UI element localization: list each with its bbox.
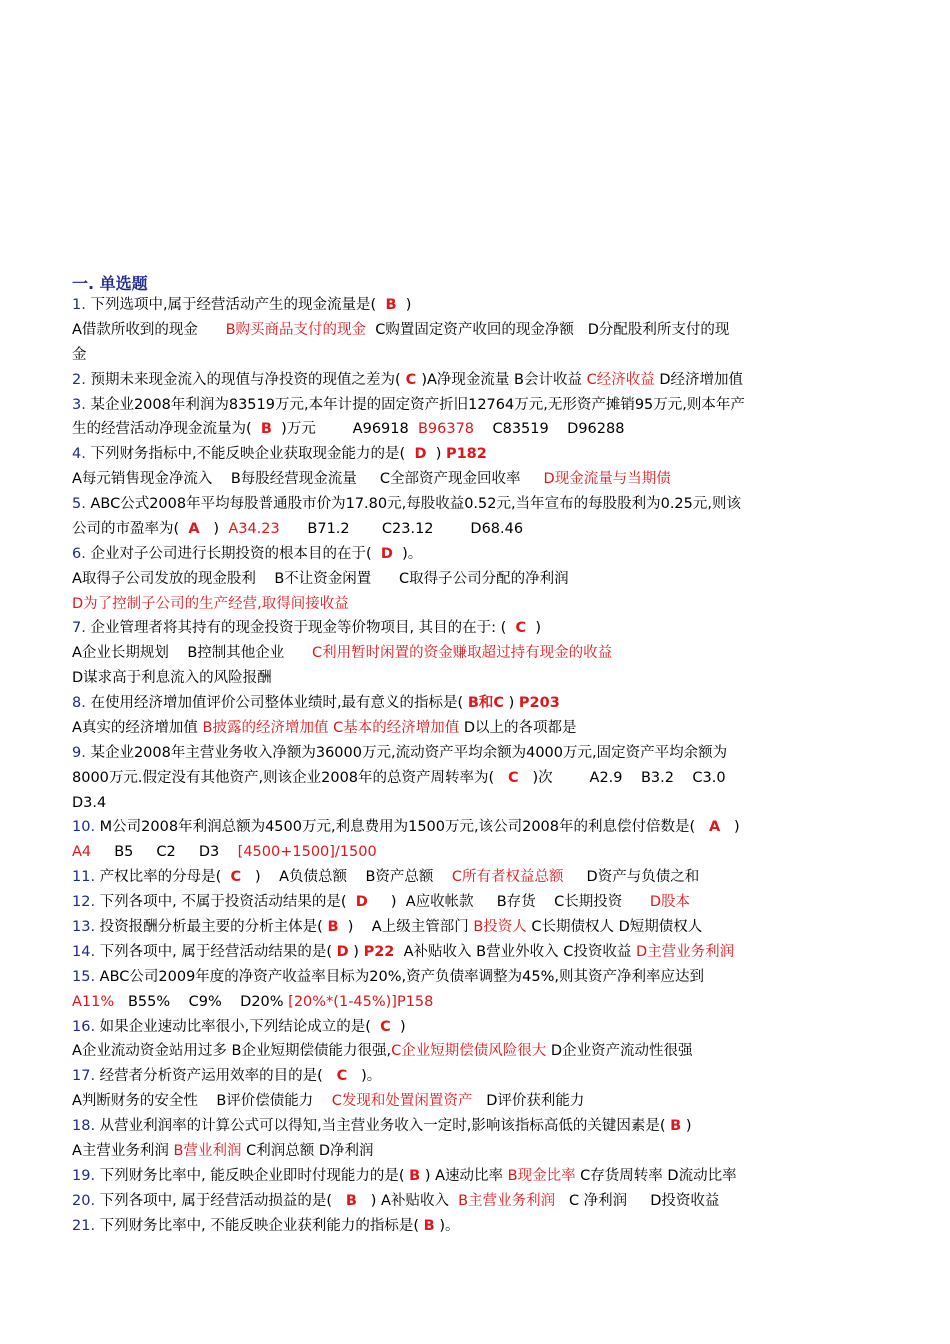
correct-option: C发现和处置闲置资产 [331, 1093, 473, 1110]
correct-option: C所有者权益总额 [451, 869, 564, 886]
line-text: M公司2008年利润总额为4500万元,利息费用为1500万元,该公司2008年的利息偿付倍数是( [95, 819, 709, 836]
correct-option: D现金流量与当期债 [543, 471, 671, 488]
line-text: )次 A2.9 B3.2 C3.0 [518, 769, 726, 786]
question-number: 16. [72, 1018, 96, 1035]
line-text: ) [720, 819, 740, 836]
correct-option: B现金比率 [507, 1167, 576, 1184]
line-text: ) A补贴收入 [356, 1192, 459, 1209]
line-text: A真实的经济增加值 [72, 719, 203, 736]
line-text: 企业管理者将其持有的现金投资于现金等价物项目, 其目的在于: ( [85, 620, 516, 637]
answer-mark: C [515, 620, 527, 637]
text-line [72, 716, 577, 741]
line-text: C长期债权人 D短期债权人 [526, 919, 703, 935]
line-text: C存货周转率 D流动比率 [575, 1167, 737, 1184]
text-line [72, 567, 569, 592]
text-line [72, 865, 699, 890]
line-text: ) [348, 943, 364, 960]
question-number: 7. [72, 620, 86, 637]
line-text: 下列各项中, 不属于投资活动结果的是( [95, 894, 356, 911]
text-line [72, 1039, 693, 1064]
answer-mark: A [188, 520, 200, 537]
text-line [72, 442, 487, 467]
question-number: 17. [72, 1068, 96, 1085]
line-text: )。 [434, 1217, 460, 1234]
correct-option: [4500+1500]/1500 [237, 844, 377, 861]
answer-mark: C [380, 1018, 391, 1035]
text-line [72, 1189, 719, 1214]
text-line [72, 940, 734, 965]
question-number: 11. [72, 869, 96, 886]
answer-mark: D [414, 446, 427, 463]
line-text: )。 [347, 1068, 382, 1085]
answer-mark: C [230, 869, 242, 886]
line-text: ) [504, 695, 519, 712]
correct-option: B主营业务利润 [458, 1192, 556, 1209]
text-line [72, 666, 272, 691]
question-number: 18. [72, 1118, 96, 1135]
text-line [72, 1114, 692, 1139]
correct-option: B披露的经济增加值 [202, 719, 329, 736]
line-text: A补贴收入 B营业外收入 C投资收益 [394, 943, 636, 960]
answer-mark: B和C [467, 695, 505, 712]
line-text: 预期未来现金流入的现值与净投资的现值之差为( [85, 371, 401, 388]
correct-option: [20%*(1-45%)]P158 [288, 993, 434, 1010]
line-text: 生的经营活动净现金流量为( [72, 421, 261, 438]
text-line [72, 915, 702, 940]
line-text: A借款所收到的现金 [72, 321, 226, 338]
text-line [72, 965, 704, 990]
section-title: 一. 单选题 [72, 274, 148, 293]
question-number: 21. [72, 1217, 96, 1234]
answer-mark: P203 [518, 695, 560, 712]
correct-option: A34.23 [228, 520, 280, 537]
line-text: ) [426, 446, 446, 463]
answer-mark: A [709, 819, 721, 836]
text-line [72, 542, 422, 567]
question-number: 20. [72, 1192, 96, 1209]
question-number: 12. [72, 894, 96, 911]
line-text: C利润总额 D净利润 [241, 1142, 374, 1159]
line-text: D评价获利能力 [472, 1093, 585, 1110]
answer-mark: P22 [363, 943, 395, 960]
correct-option: C企业短期偿债风险很大 [391, 1043, 547, 1060]
text-line [72, 318, 729, 343]
question-number: 5. [72, 496, 86, 513]
line-text: 下列各项中, 属于经营活动损益的是( [95, 1192, 346, 1209]
line-text: 金 [72, 346, 87, 363]
text-line [72, 1164, 737, 1189]
answer-mark: C [508, 769, 519, 786]
line-text: 下列财务比率中, 能反映企业即时付现能力的是( [95, 1167, 410, 1184]
text-line [72, 641, 612, 666]
text-line [72, 616, 541, 641]
correct-option: D股本 [649, 894, 691, 911]
line-text: 在使用经济增加值评价公司整体业绩时,最有意义的指标是( [85, 695, 468, 712]
question-number: 4. [72, 446, 86, 463]
line-text: 企业对子公司进行长期投资的根本目的在于( [85, 545, 381, 562]
line-text: )A净现金流量 B会计收益 [421, 371, 587, 388]
line-text: 下列各项中, 属于经营活动结果的是( [95, 943, 337, 960]
line-text: 投资报酬分析最主要的分析主体是( [95, 919, 328, 935]
line-text: C购置固定资产收回的现金净额 D分配股利所支付的现 [366, 321, 730, 338]
correct-option: B购买商品支付的现金 [225, 321, 367, 338]
line-text: A企业长期规划 B控制其他企业 [72, 645, 312, 662]
text-line [72, 766, 726, 791]
text-line [72, 815, 740, 840]
question-number: 9. [72, 744, 86, 761]
line-text: ) [396, 297, 412, 313]
answer-mark: C [336, 1068, 348, 1085]
line-text: 下列选项中,属于经营活动产生的现金流量是( [85, 297, 386, 313]
line-text: ) [199, 520, 229, 537]
question-number: 15. [72, 968, 96, 985]
text-line [72, 791, 106, 816]
line-text: B71.2 C23.12 D68.46 [279, 520, 524, 537]
answer-mark: B [345, 1192, 357, 1209]
line-text: ) A上级主管部门 [338, 919, 474, 935]
correct-option: C利用暂时闲置的资金赚取超过持有现金的收益 [311, 645, 613, 662]
question-number: 14. [72, 943, 96, 960]
line-text: 如果企业速动比率很小,下列结论成立的是( [95, 1018, 381, 1035]
line-text: )万元 A96918 [271, 421, 418, 438]
text-line [72, 890, 690, 915]
correct-option: B营业利润 [173, 1142, 242, 1159]
correct-option: A4 [72, 844, 92, 861]
line-text: ) A负债总额 B资产总额 [241, 869, 452, 886]
question-number: 1. [72, 297, 86, 313]
line-text: 产权比率的分母是( [95, 869, 231, 886]
line-text: D3.4 [72, 794, 107, 811]
line-text: ABC公司2009年度的净资产收益率目标为20%,资产负债率调整为45%,则其资产净利率应达到 [95, 968, 704, 985]
line-text: ABC公式2008年平均每股普通股市价为17.80元,每股收益0.52元,当年宣布的每股股利为0.25元,则该 [85, 496, 741, 513]
question-number: 10. [72, 819, 96, 836]
answer-mark: B [423, 1217, 435, 1234]
line-text: ) [681, 1118, 692, 1135]
line-text: ) A速动比率 [420, 1167, 508, 1184]
text-line [72, 840, 377, 865]
text-line [72, 343, 87, 368]
text-line [72, 517, 523, 542]
line-text: 某企业2008年利润为83519万元,本年计提的固定资产折旧12764万元,无形资产摊销95万元,则本年产 [85, 396, 745, 413]
text-line [72, 741, 727, 766]
line-text: 下列财务指标中,不能反映企业获取现金能力的是( [85, 446, 415, 463]
correct-option: D主营业务利润 [635, 943, 735, 960]
line-text: B5 C2 D3 [91, 844, 238, 861]
line-text: )。 [392, 545, 423, 562]
text-line [72, 1214, 460, 1239]
answer-mark: D [336, 943, 349, 960]
correct-option: C基本的经济增加值 [333, 719, 460, 736]
answer-mark: P182 [445, 446, 487, 463]
text-line [72, 393, 745, 418]
text-line [72, 492, 741, 517]
question-number: 2. [72, 371, 86, 388]
line-text: D资产与负债之和 [563, 869, 700, 886]
line-text: 经营者分析资产运用效率的目的是( [95, 1068, 337, 1085]
text-line [72, 990, 433, 1015]
line-text: A每元销售现金净流入 B每股经营现金流量 C全部资产现金回收率 [72, 471, 544, 488]
line-text: ) [526, 620, 542, 637]
answer-mark: B [327, 919, 339, 935]
answer-mark: D [380, 545, 393, 562]
line-text: D经济增加值 [654, 371, 744, 388]
text-line [72, 1015, 406, 1040]
question-number: 8. [72, 695, 86, 712]
line-text: 公司的市盈率为( [72, 520, 189, 537]
correct-option: A11% [72, 993, 115, 1010]
line-text: B55% C9% D20% [114, 993, 289, 1010]
text-line [72, 592, 349, 617]
text-line [72, 1139, 374, 1164]
line-text: 某企业2008年主营业务收入净额为36000万元,流动资产平均余额为4000万元,固定资产平均余额为 [85, 744, 728, 761]
text-line [72, 1064, 381, 1089]
line-text: D企业资产流动性很强 [546, 1043, 693, 1060]
correct-option: B96378 [417, 421, 475, 438]
line-text: 下列财务比率中, 不能反映企业获利能力的指标是( [95, 1217, 424, 1234]
line-text: ) [390, 1018, 406, 1035]
text-line [72, 1089, 584, 1114]
answer-mark: C [400, 371, 422, 388]
line-text: ) A应收帐款 B存货 C长期投资 [367, 894, 650, 911]
answer-mark: B [670, 1118, 682, 1135]
line-text: 从营业利润率的计算公式可以得知,当主营业务收入一定时,影响该指标高低的关键因素是( [95, 1118, 671, 1135]
line-text: D谋求高于利息流入的风险报酬 [72, 670, 272, 687]
line-text: A判断财务的安全性 B评价偿债能力 [72, 1093, 332, 1110]
line-text: C83519 D96288 [474, 421, 625, 438]
line-text: 8000万元.假定没有其他资产,则该企业2008年的总资产周转率为( [72, 769, 509, 786]
text-line [72, 368, 743, 393]
correct-option: D为了控制子公司的生产经营,取得间接收益 [72, 595, 349, 612]
text-line [72, 467, 671, 492]
text-line [72, 293, 411, 318]
correct-option: B投资人 [473, 919, 527, 935]
line-text: A取得子公司发放的现金股利 B不让资金闲置 C取得子公司分配的净利润 [72, 570, 569, 587]
answer-mark: B [260, 421, 272, 438]
correct-option: C经济收益 [586, 371, 655, 388]
answer-mark: B [409, 1167, 421, 1184]
answer-mark: D [355, 894, 368, 911]
answer-mark: B [385, 297, 397, 313]
question-number: 13. [72, 919, 96, 935]
text-line [72, 417, 624, 442]
line-text: D以上的各项都是 [459, 719, 577, 736]
line-text: A企业流动资金站用过多 B企业短期偿债能力很强, [72, 1043, 392, 1060]
question-number: 6. [72, 545, 86, 562]
text-line [72, 691, 560, 716]
question-number: 3. [72, 396, 86, 413]
line-text: C 净利润 D投资收益 [555, 1192, 720, 1209]
question-number: 19. [72, 1167, 96, 1184]
line-text: A主营业务利润 [72, 1142, 174, 1159]
